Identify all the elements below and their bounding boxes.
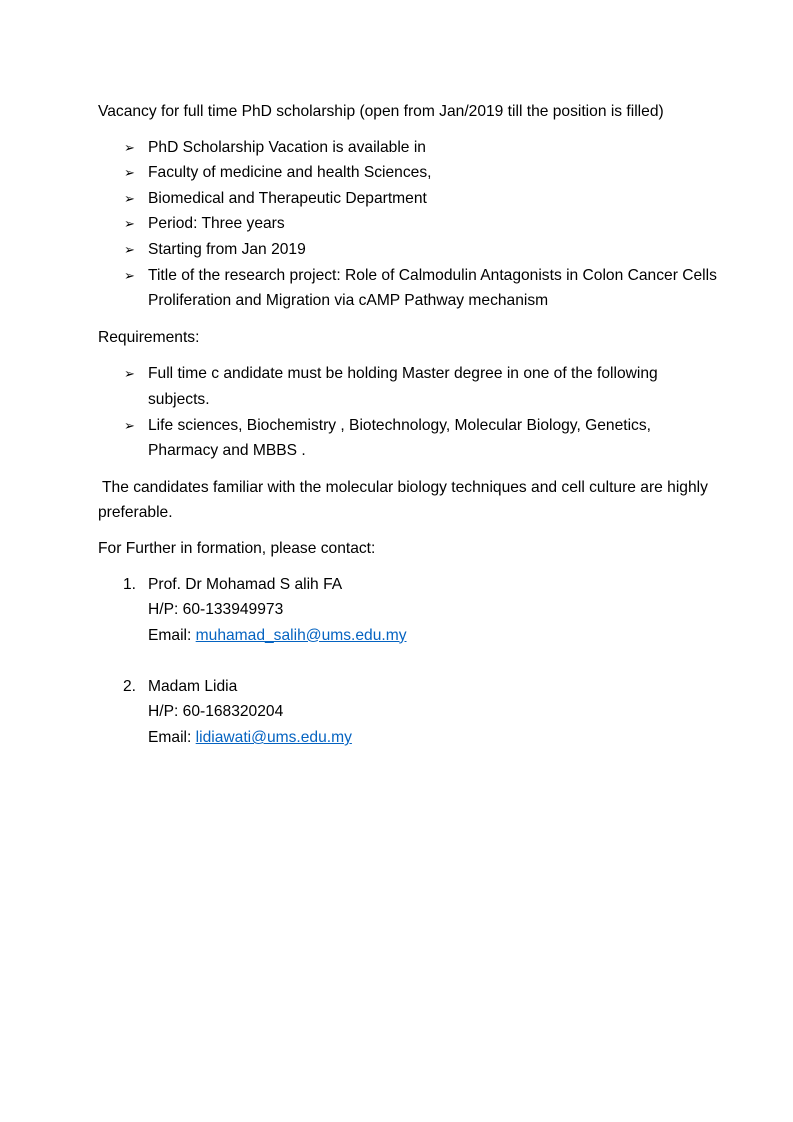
requirements-heading: Requirements: bbox=[98, 328, 200, 346]
contact-item bbox=[98, 572, 720, 649]
list-item bbox=[98, 160, 720, 186]
email-label: Email: bbox=[148, 729, 196, 747]
email-link[interactable]: muhamad_salih@ums.edu.my bbox=[195, 626, 407, 644]
list-item-text: Biomedical and Therapeutic Department bbox=[148, 189, 427, 207]
contact-list bbox=[98, 572, 720, 751]
contact-email-row bbox=[148, 623, 720, 649]
arrow-bullet-icon: ➢ bbox=[124, 190, 135, 206]
details-list bbox=[98, 135, 720, 314]
list-item bbox=[98, 135, 720, 161]
list-item-text: Title of the research project: Role of Calmodulin Antagonists in Colon Cancer Cells Proliferation and Migration via cAMP Pathway mechanism bbox=[148, 266, 717, 310]
contact-number: 1. bbox=[123, 575, 137, 593]
list-item bbox=[98, 211, 720, 237]
list-item-text: Faculty of medicine and health Sciences, bbox=[148, 164, 432, 182]
contact-heading: For Further in formation, please contact: bbox=[98, 539, 376, 557]
arrow-bullet-icon: ➢ bbox=[124, 165, 135, 181]
list-item bbox=[98, 186, 720, 212]
vacancy-heading: Vacancy for full time PhD scholarship (open from Jan/2019 till the position is filled) bbox=[98, 103, 664, 120]
email-label: Email: bbox=[148, 626, 196, 644]
contact-item bbox=[98, 674, 720, 751]
contact-number: 2. bbox=[123, 677, 137, 695]
preference-note: The candidates familiar with the molecular biology techniques and cell culture are highly preferable. bbox=[98, 478, 708, 522]
document-body bbox=[98, 99, 720, 751]
list-item-text: Full time c andidate must be holding Master degree in one of the following subjects. bbox=[148, 365, 658, 408]
list-item-text: PhD Scholarship Vacation is available in bbox=[148, 138, 426, 156]
email-link[interactable]: lidiawati@ums.edu.my bbox=[195, 729, 352, 747]
arrow-bullet-icon: ➢ bbox=[124, 366, 135, 382]
arrow-bullet-icon: ➢ bbox=[124, 139, 135, 155]
list-item bbox=[98, 413, 720, 464]
arrow-bullet-icon: ➢ bbox=[124, 417, 135, 433]
arrow-bullet-icon: ➢ bbox=[124, 241, 135, 257]
contact-name: Prof. Dr Mohamad S alih FA bbox=[148, 575, 343, 593]
arrow-bullet-icon: ➢ bbox=[124, 216, 135, 232]
requirements-list bbox=[98, 361, 720, 463]
contact-email-row bbox=[148, 725, 720, 751]
arrow-bullet-icon: ➢ bbox=[124, 267, 135, 283]
list-item-text: Life sciences, Biochemistry , Biotechnology, Molecular Biology, Genetics, Pharmacy and MBBS . bbox=[148, 416, 651, 460]
list-item bbox=[98, 361, 720, 412]
contact-name: Madam Lidia bbox=[148, 677, 238, 695]
contact-phone: H/P: 60-168320204 bbox=[148, 703, 284, 721]
contact-phone: H/P: 60-133949973 bbox=[148, 601, 284, 619]
list-item bbox=[98, 237, 720, 263]
list-item-text: Starting from Jan 2019 bbox=[148, 240, 306, 258]
list-item-text: Period: Three years bbox=[148, 215, 285, 233]
list-item bbox=[98, 263, 720, 314]
